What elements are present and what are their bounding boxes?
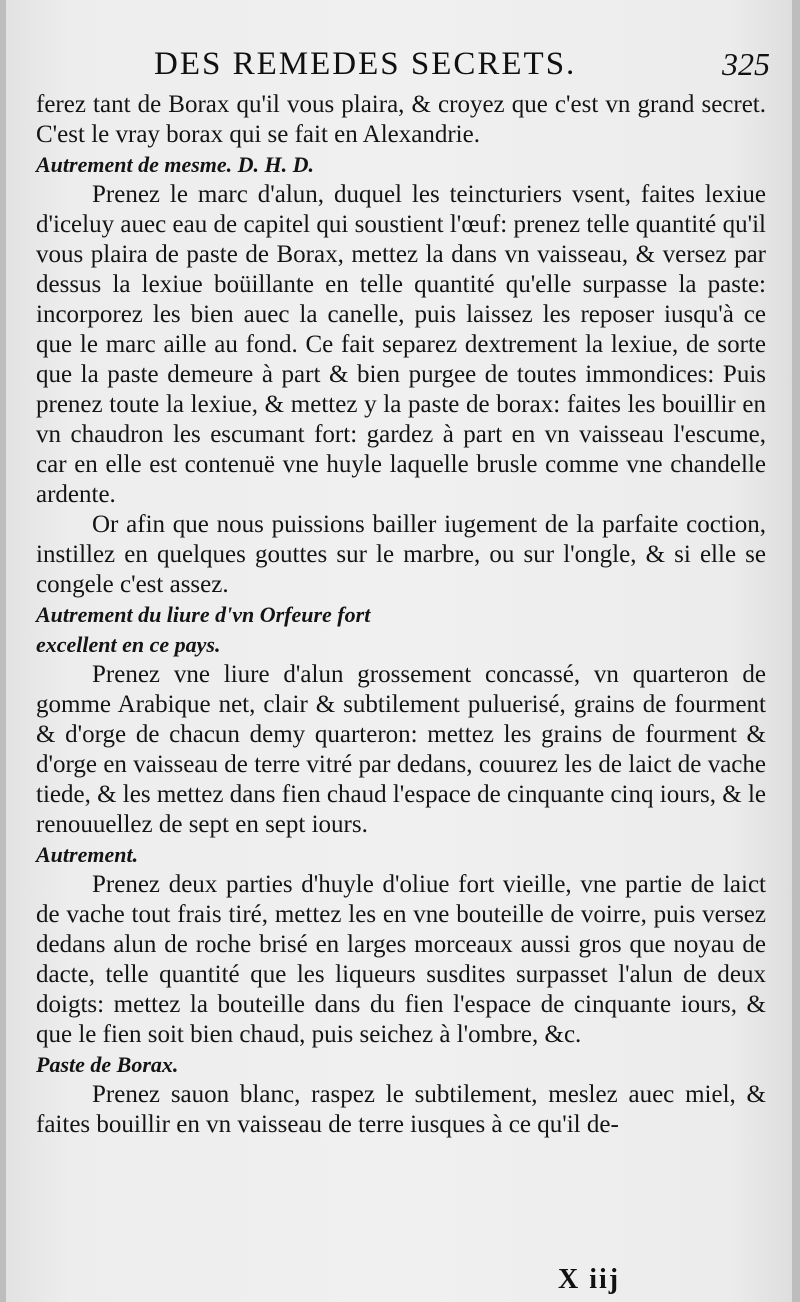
paragraph-continuation: ferez tant de Borax qu'il vous plaira, & croyez que c'est vn grand secret. C'est le vray borax qui se fait en Alexandrie.	[36, 91, 766, 148]
paragraph-coction: Or afin que nous puissions bailler iugement de la parfaite coction, instillez en quelques gouttes sur le marbre, ou sur l'ongle, & si elle se congele c'est assez.	[36, 511, 766, 598]
section-heading-autrement-de-mesme: Autrement de mesme. D. H. D.	[36, 152, 315, 177]
paragraph-sauon-blanc: Prenez sauon blanc, raspez le subtilement, meslez auec miel, & faites bouillir en vn vaisseau de terre iusques à ce qu'il de-	[36, 1081, 766, 1138]
section-heading-orfeure-line2: excellent en ce pays.	[36, 632, 221, 657]
book-page	[6, 0, 792, 1302]
page-number: 325	[722, 46, 770, 82]
section-heading-paste-de-borax: Paste de Borax.	[36, 1052, 179, 1077]
page-header	[36, 38, 770, 84]
paragraph-huyle-oliue: Prenez deux parties d'huyle d'oliue fort vieille, vne partie de laict de vache tout frais tiré, mettez les en vne bouteille de voirre, puis versez dedans alun de roche brisé en larges morceaux aussi gros que noyau de dacte, telle quantité que les liqueurs susdites surpasset l'alun de deux doigts: mettez la bouteille dans du fien l'espace de cinquante iours, & que le fien soit bien chaud, puis seichez à l'ombre, &c.	[36, 871, 766, 1048]
running-head: DES REMEDES SECRETS.	[154, 46, 577, 82]
signature-mark: X iij	[558, 1264, 621, 1295]
paragraph-liure-alun: Prenez vne liure d'alun grossement concassé, vn quarteron de gomme Arabique net, clair & subtilement puluerisé, grains de fourment & d'orge de chacun demy quarteron: mettez les grains de fourment & d'orge en vaisseau de terre vitré par dedans, couurez les de laict de vache tiede, & les mettez dans fien chaud l'espace de cinquante cinq iours, & le renouuellez de sept en sept iours.	[36, 661, 766, 838]
section-heading-autrement: Autrement.	[36, 842, 139, 867]
section-heading-orfeure-line1: Autrement du liure d'vn Orfeure fort	[36, 602, 371, 627]
page-text	[36, 90, 766, 1140]
paragraph-marc-alun: Prenez le marc d'alun, duquel les teincturiers vsent, faites lexiue d'iceluy auec eau de capitel qui soustient l'œuf: prenez telle quantité qu'il vous plaira de paste de Borax, mettez la dans vn vaisseau, & versez par dessus la lexiue boüillante en telle quantité qu'elle surpasse la paste: incorporez les bien auec la canelle, puis laissez les reposer iusqu'à ce que le marc aille au fond. Ce fait separez dextrement la lexiue, de sorte que la paste demeure à part & bien purgee de toutes immondices: Puis prenez toute la lexiue, & mettez y la paste de borax: faites les bouillir en vn chaudron les escumant fort: gardez à part en vn vaisseau l'escume, car en elle est contenuë vne huyle laquelle brusle comme vne chandelle ardente.	[36, 181, 766, 508]
